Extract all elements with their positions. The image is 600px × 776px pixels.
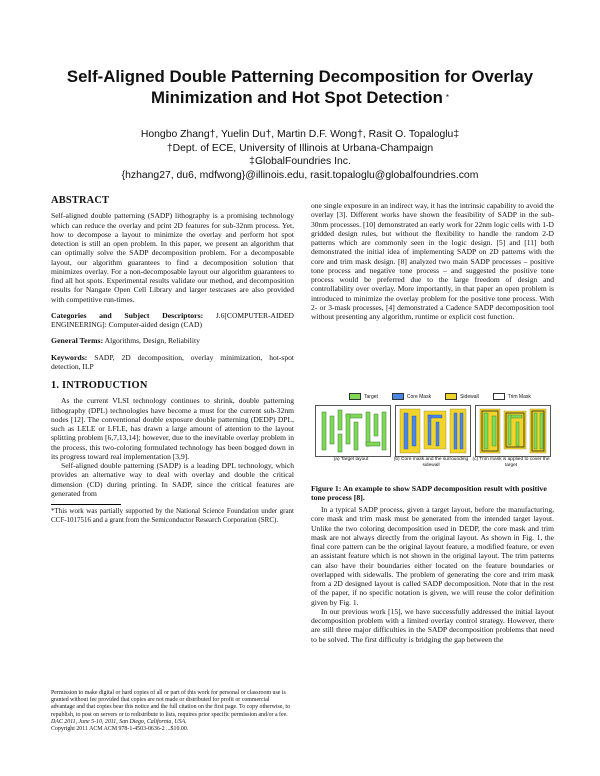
left-column [51, 196, 294, 524]
author-block [30, 128, 570, 182]
legend-sidewall-swatch [445, 393, 457, 400]
keywords-label: Keywords: [51, 352, 88, 362]
intro-heading: 1. INTRODUCTION [51, 380, 148, 391]
footnote-rule [51, 504, 121, 505]
subcaption-a: (a) Target layout [333, 457, 369, 462]
affiliation-1: †Dept. of ECE, University of Illinois at Urbana-Champaign [166, 142, 434, 154]
title-line-2: Minimization and Hot Spot Detection [151, 88, 443, 107]
core-sidewall-drawing [396, 406, 470, 456]
copyright-line: Copyright 2011 ACM ACM 978-1-4503-0636-2 ...$10.00. [51, 726, 189, 733]
legend-target: Target [349, 393, 378, 400]
panel-core-sidewall [395, 405, 471, 457]
intro-paragraph-2: Self-aligned double patterning (SADP) is a leading DPL technology, which provides an alternative way to deal with overlay and double the critical dimension (CD) during printing. In SADP, since the critical features are generated from [51, 461, 294, 498]
keywords [51, 353, 294, 372]
abstract-text: Self-aligned double patterning (SADP) lithography is a promising technology which can reduce the overlay and print 2D features for sub-32nm process. Yet, how to decompose a layout to minimize the overlay and perform hot spot detection is still an open problem. In this paper, we present an algorithm that can optimally solve the SADP decomposition problem. For a decomposable layout, our algorithm guarantees to find a decomposition solution that minimizes overlay. For a non-decomposable layout our algorithm guarantees to find all hot spots. Experimental results validate our method, and decomposition results for Nangate Open Cell Library and larger testcases are also provided with competitive run-times. [51, 211, 294, 304]
abstract-heading: ABSTRACT [51, 195, 110, 206]
categories [51, 311, 294, 330]
author-names: Hongbo Zhang†, Yuelin Du†, Martin D.F. Wong†, Rasit O. Topaloglu‡ [140, 129, 460, 140]
figure-caption: Figure 1: An example to show SADP decomposition result with positive tone process [8]. [311, 484, 547, 503]
author-emails: {hzhang27, du6, mdfwong}@illinois.edu, rasit.topaloglu@globalfoundries.com [121, 169, 479, 181]
legend-target-swatch [349, 393, 361, 400]
title-footnote-mark: * [445, 93, 449, 102]
general-terms [51, 336, 294, 345]
paper-title [30, 66, 570, 108]
terms-text: Algorithms, Design, Reliability [104, 336, 200, 346]
right-column [311, 201, 554, 321]
target-layout-drawing [316, 406, 390, 456]
right-column-lower [311, 505, 554, 644]
permission-block [51, 690, 294, 733]
categories-text: J.6[COMPUTER-AIDED ENGINEERING]: Computer-aided design (CAD) [51, 310, 295, 329]
figure-legend [349, 392, 554, 401]
figure-panels [311, 401, 554, 471]
subcaption-c: (c) Trim mask is applied to cover the target [472, 457, 550, 468]
legend-trim-swatch [493, 393, 505, 400]
permission-text: Permission to make digital or hard copies of all or part of this work for personal or classroom use is granted without fee provided that copies are not made or distributed for profit or commercial advantage and that copies bear this notice and the full citation on the first page. To copy otherwise, to republish, to post on servers or to redistribute to lists, requires prior specific permission and/or a fee. [51, 690, 290, 718]
right-paragraph-3: In our previous work [15], we have successfully addressed the initial layout decomposition problem with a limited overlay control strategy. However, there are still three major difficulties in the SADP decomposition problems that need to be solved. The first difficulty is bridging the gap between the [311, 606, 554, 644]
figure-1 [311, 392, 554, 478]
trim-applied-drawing [476, 406, 550, 456]
title-line-1: Self-Aligned Double Patterning Decomposition for Overlay [66, 67, 534, 86]
right-paragraph-1: one single exposure in an indirect way, it has the intrinsic capability to avoid the overlay [3]. Different works have shown the feasibility of SADP in the sub-30nm processes. [10] demonstrated an early work for 22nm logic cells with 1-D gridded design rules, but without the flexibility to handle the random 2-D patterns which are commonly seen in the logic design. [5] and [11] both demonstrated the initial idea of implementing SADP on 2D patterns with the core and trim mask design. [8] analyzed two main SADP processes – positive tone process and negative tone process – and suggested the positive tone process would be preferred due to the large freedom of design and controllability over overlay. More importantly, in that paper an open problem is introduced to minimize the overlay problem for the positive tone process. With 2- or 3-mask processes, [4] demonstrated a Cadence SADP decomposition tool without presenting any algorithm, runtime or explicit cost function. [311, 201, 554, 321]
legend-core: Core Mask [392, 393, 431, 400]
legend-trim: Trim Mask [493, 393, 531, 400]
panel-trim-applied [475, 405, 551, 457]
venue-line: DAC 2011, June 5-10, 2011, San Diego, California, USA. [51, 718, 187, 725]
affiliation-2: ‡GlobalFoundries Inc. [249, 156, 351, 167]
keywords-text: SADP, 2D decomposition, overlay minimization, hot-spot detection, ILP [51, 352, 294, 371]
categories-label: Categories and Subject Descriptors: [51, 310, 204, 320]
right-paragraph-2: In a typical SADP process, given a target layout, before the manufacturing, core mask and trim mask must be generated from the intended target layout. Unlike the two coloring decomposition used in DEDP, the core mask and trim mask are not always directly from the original layout. As shown in Fig. 1, the final core pattern can be the original layout feature, a modified feature, or even an assistant feature which is not shown in the original layout. The trim patterns can also have their boundaries either located on the feature boundaries or overlapped with sidewalls. The problem of generating the core and trim mask from a 2D designed layout is called SADP decomposition. Note that in the rest of the paper, if no specific notation is given, we will reuse the color definition given by Fig. 1. [311, 505, 554, 607]
legend-core-swatch [392, 393, 404, 400]
footnote: *This work was partially supported by the National Science Foundation under grant CCF-1017516 and a grant from the Semiconductor Research Corporation (SRC). [51, 507, 294, 524]
legend-sidewall: Sidewall [445, 393, 479, 400]
intro-paragraph-1: As the current VLSI technology continues to shrink, double patterning lithography (DPL) technologies have become a must for the current sub-32nm nodes [12]. The conventional double exposure double patterning (DEDP) DPL, such as LELE or LFLE, has drawn a large amount of attention to the layout splitting problem [6,7,13,14]; however, due to the inevitable overlay problem in the process, this two-coloring formulated technology has been bogged down in its progress toward real implementation [3,9]. [51, 396, 294, 461]
subcaption-b: (b) Core mask and the surrounding sidewall [393, 457, 469, 468]
panel-target-layout [315, 405, 391, 457]
terms-label: General Terms: [51, 336, 104, 346]
